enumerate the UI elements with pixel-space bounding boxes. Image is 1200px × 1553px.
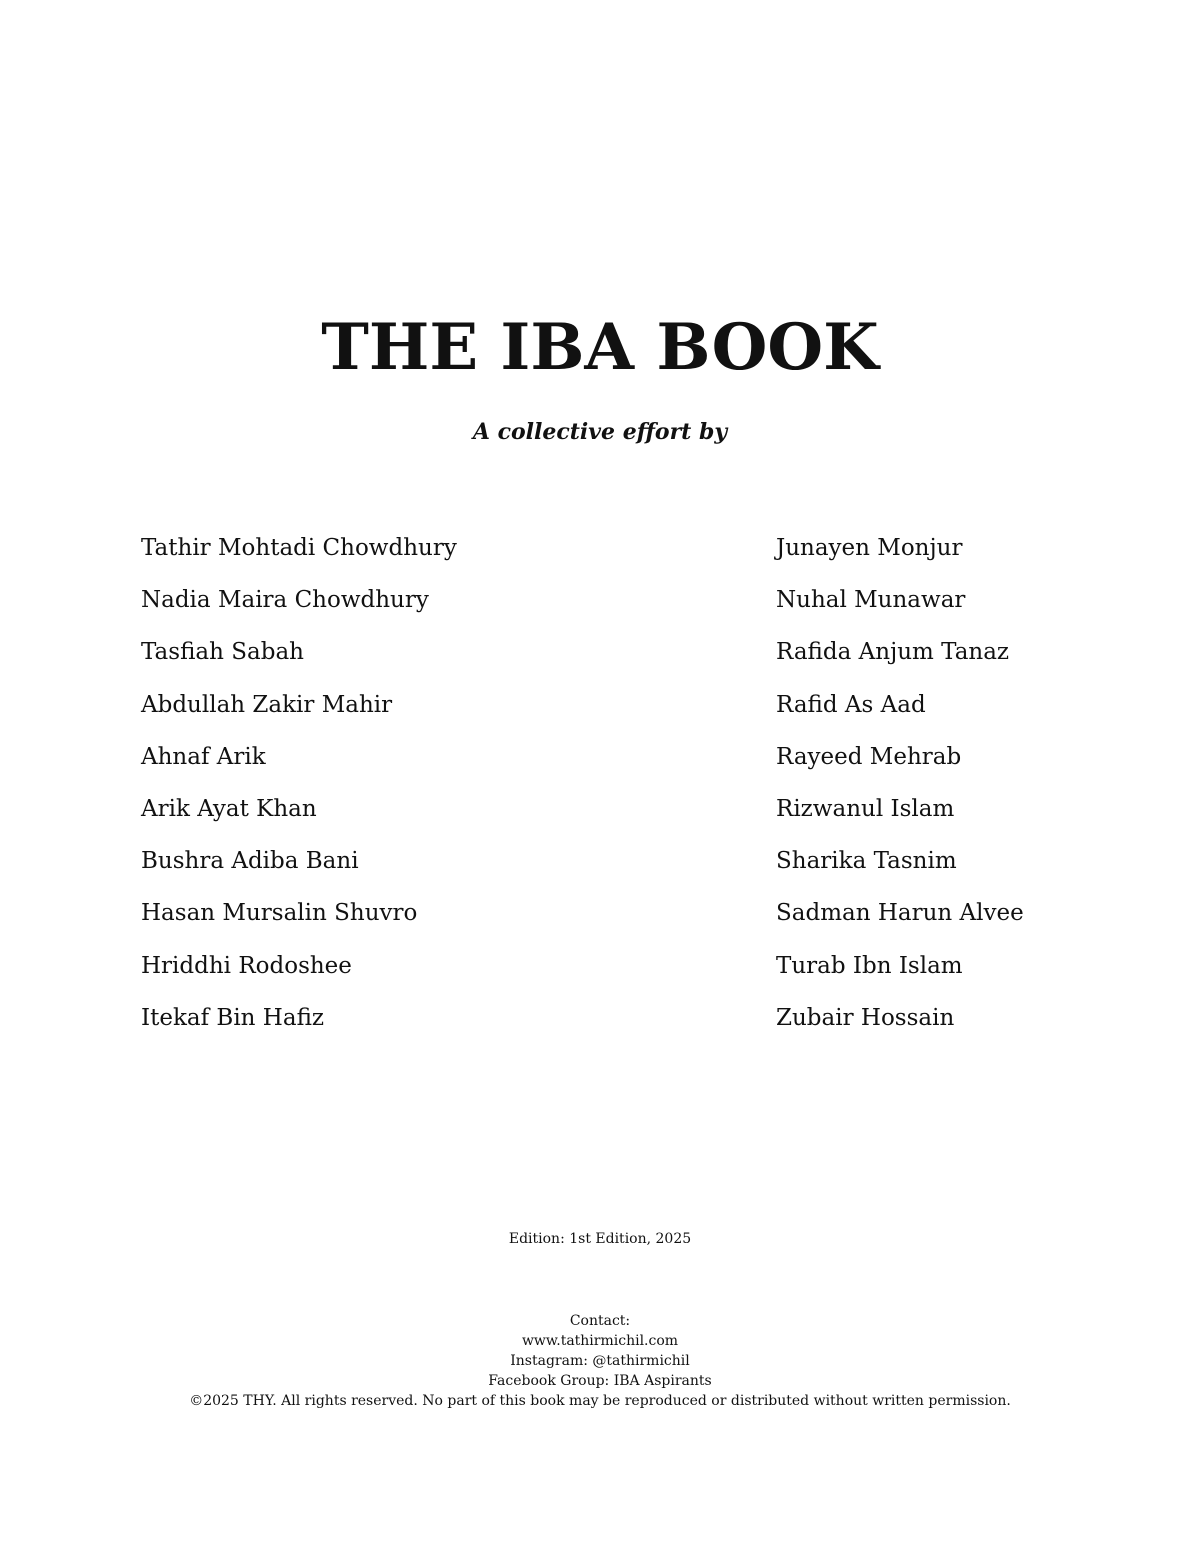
contributor-name: Tathir Mohtadi Chowdhury: [141, 535, 457, 561]
contributor-name: Tasfiah Sabah: [141, 639, 304, 666]
copyright-notice: ©2025 THY. All rights reserved. No part of this book may be reproduced or distributed without written permission.: [189, 1393, 1011, 1409]
contributor-name: Rafida Anjum Tanaz: [776, 639, 1010, 666]
book-subtitle: A collective effort by: [472, 419, 728, 445]
contributor-name: Zubair Hossain: [776, 1004, 955, 1031]
contact-website: www.tathirmichil.com: [521, 1333, 679, 1349]
contributor-name: Sadman Harun Alvee: [776, 900, 1024, 927]
contributor-name: Rafid As Aad: [776, 691, 926, 718]
contact-instagram: Instagram: @tathirmichil: [510, 1353, 690, 1369]
contributor-name: Arik Ayat Khan: [141, 795, 317, 822]
contributor-name: Hriddhi Rodoshee: [141, 952, 352, 979]
contributors-right-column: [776, 530, 1024, 1052]
book-title: THE IBA BOOK: [321, 310, 879, 385]
contributor-name: Nadia Maira Chowdhury: [141, 587, 429, 614]
contributor-name: Rizwanul Islam: [776, 795, 955, 822]
contributor-name: Sharika Tasnim: [776, 848, 957, 875]
contributors-left-column: [141, 530, 457, 1052]
contributor-name: Rayeed Mehrab: [776, 743, 962, 770]
contributor-name: Junayen Monjur: [776, 535, 963, 561]
edition-line: Edition: 1st Edition, 2025: [508, 1231, 692, 1247]
contact-block: [0, 1311, 1200, 1411]
contributor-name: Bushra Adiba Bani: [141, 848, 359, 875]
contributor-name: Turab Ibn Islam: [776, 952, 963, 979]
contributor-name: Ahnaf Arik: [141, 743, 266, 770]
contributor-name: Itekaf Bin Hafiz: [141, 1004, 325, 1031]
contact-heading: Contact:: [569, 1313, 631, 1329]
contact-facebook: Facebook Group: IBA Aspirants: [488, 1373, 712, 1389]
contributor-name: Abdullah Zakir Mahir: [141, 691, 393, 718]
contributor-name: Hasan Mursalin Shuvro: [141, 900, 418, 927]
contributor-name: Nuhal Munawar: [776, 587, 966, 614]
